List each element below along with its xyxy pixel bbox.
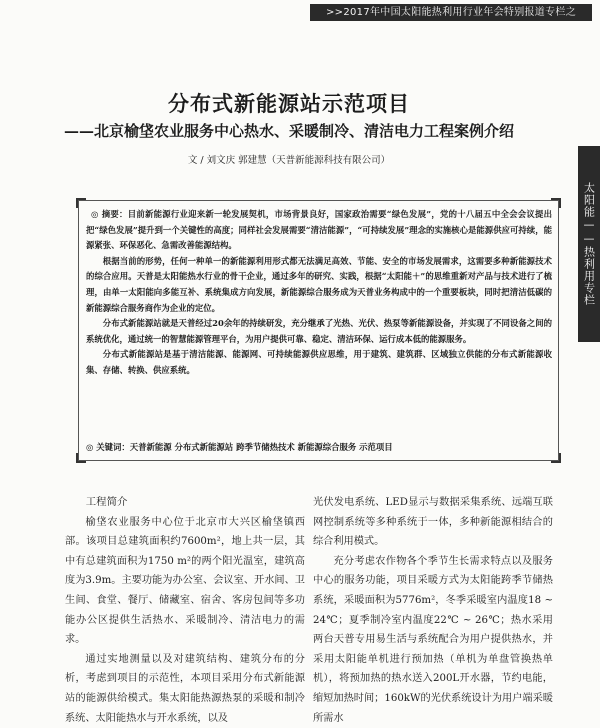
frame-corner [76,453,86,463]
body-column-left [65,493,305,728]
keywords-label: 关键词： [96,442,130,452]
abstract-paragraph: 分布式新能源站是基于清洁能源、能源网、可持续能源供应思维，用于建筑、建筑群、区域独立供能的分布式新能源收集、存储、转换、供应系统。 [86,349,552,375]
bullet-icon: ◎ [91,209,102,219]
abstract [86,207,552,379]
body-paragraph: 榆垡农业服务中心位于北京市大兴区榆垡镇西部。该项目总建筑面积约7600m²，地上共一层，其中有总建筑面积为1750 m²的两个阳光温室，建筑高度为3.9m。主要功能为办公室、会议室、开水间、卫生间、食堂、餐厅、储藏室、宿舍、客房包间等多功能办公区提供生活热水、采暖制冷、清洁电力的需求。 [65,516,305,646]
article-subtitle: ——北京榆垡农业服务中心热水、采暖制冷、清洁电力工程案例介绍 [63,122,514,140]
frame-corner [551,198,561,208]
body-paragraph: 充分考虑农作物各个季节生长需求特点以及服务中心的服务功能，项目采暖方式为太阳能跨季节储热系统，采暖面积为5776m²，冬季采暖室内温度18 ~ 24℃；夏季制冷室内温度22℃ ~ 26℃；热水采用两台天普专用易生活与系统配合为用户提供热水，并采用太阳能单机进行预加热（单机为单盘管换热单机），将预加热的热水送入200L开水器，节约电能，缩短加热时间；160kW的光伏系统设计为用户端采暖所需水 [313,555,553,724]
frame-corner [551,453,561,463]
body-column-right [313,493,553,728]
abstract-paragraph [86,207,552,254]
abstract-label: 摘要： [101,209,128,219]
frame-corner [76,198,86,208]
section-heading: 工程简介 [85,496,128,508]
body-paragraph: 通过实地测量以及对建筑结构、建筑分布的分析，考虑到项目的示范性，本项目采用分布式新能源站的能源供给模式。集太阳能热源热泵的采暖和制冷系统、太阳能热水与开水系统，以及 [65,653,305,724]
article-author: 文 / 刘文庆 郭建慧（天普新能源科技有限公司） [187,155,391,166]
body-paragraph: 光伏发电系统、LED显示与数据采集系统、远端互联网控制系统等多种系统于一体，多种新能源相结合的综合利用模式。 [313,497,553,548]
abstract-text: 目前新能源行业迎来新一轮发展契机，市场背景良好，国家政治需要“绿色发展”，党的十八届五中全会会议提出把“绿色发展”提升到一个关键性的高度；同样社会发展需要“清洁能源”，“可持续发展”理念的实施核心是能源供应可持续，能源紧张、环保恶化、急需改善能源结构。 [86,209,552,251]
abstract-paragraph: 根据当前的形势，任何一种单一的新能源利用形式都无法满足高效、节能、安全的市场发展需求，这需要多种新能源技术的综合应用。天普是太阳能热水行业的骨干企业，通过多年的研究、实践，根据“太阳能＋”的思维重新对产品与技术进行了梳理，由单一太阳能向多能互补、系统集成方向发展，新能源综合服务成为天普业务构成中的一个重要板块，同时把清洁低碳的新能源综合服务商作为企业的定位。 [86,255,552,313]
side-section-tab: 太阳能——热利用专栏 [578,146,600,342]
keywords-text: 天普新能源 分布式新能源站 跨季节储热技术 新能源综合服务 示范项目 [129,442,393,452]
keywords [86,441,552,453]
bullet-icon: ◎ [86,442,97,452]
abstract-paragraph: 分布式新能源站就是天普经过20余年的持续研发，充分继承了光热、光伏、热泵等新能源设备，并实现了不同设备之间的系统优化，通过统一的智慧能源管理平台，为用户提供可靠、稳定、清洁环保、运行成本低的能源服务。 [86,318,552,344]
header-banner: >>2017年中国太阳能热利用行业年会特别报道专栏之 [310,4,592,21]
article-title: 分布式新能源站示范项目 [168,91,410,116]
